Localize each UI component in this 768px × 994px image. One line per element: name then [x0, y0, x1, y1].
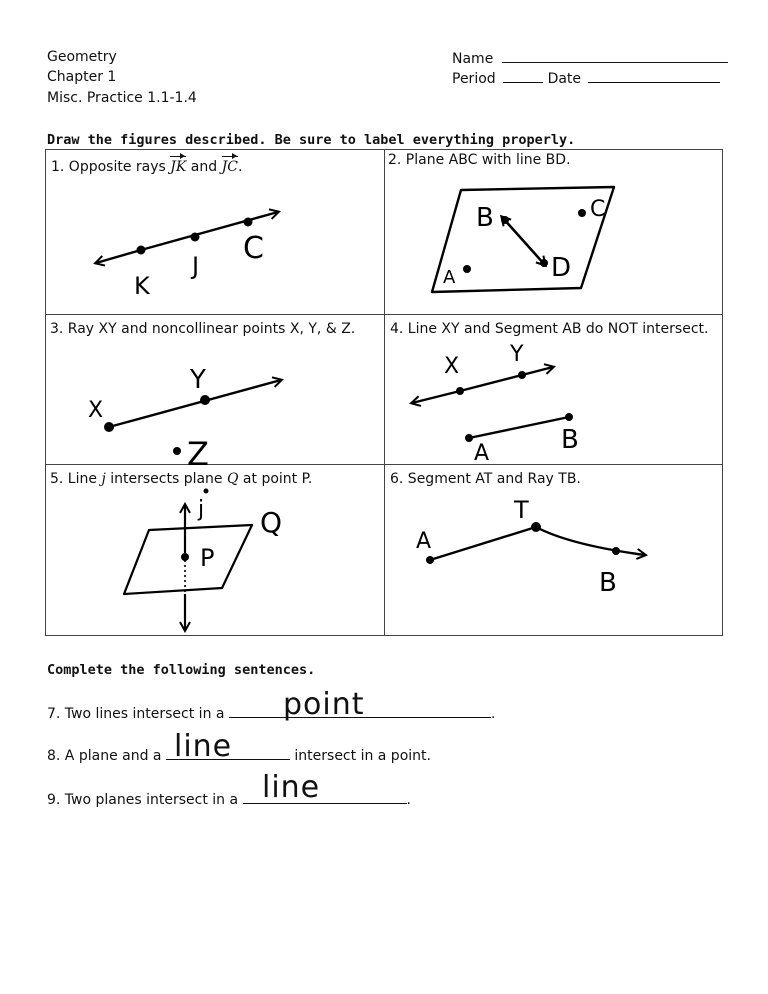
label-y: Y	[190, 365, 206, 395]
label-j: J	[192, 252, 200, 280]
point-y4	[518, 371, 526, 379]
problem-4-prompt: 4. Line XY and Segment AB do NOT intersect.	[390, 321, 709, 337]
label-b: B	[476, 203, 494, 233]
label-j5: j	[198, 497, 205, 522]
point-d	[540, 259, 548, 267]
point-p	[181, 553, 189, 561]
point-a	[463, 265, 471, 273]
sentence-8-answer: line	[174, 729, 233, 764]
assignment-title: Misc. Practice 1.1-1.4	[47, 90, 197, 106]
label-t: T	[514, 496, 529, 524]
label-p: P	[200, 544, 215, 572]
point-x4	[456, 387, 464, 395]
label-x: X	[88, 398, 104, 423]
point-a4	[465, 434, 473, 442]
point-j	[191, 233, 200, 242]
point-x	[104, 422, 114, 432]
ray-tb-drawing	[536, 527, 645, 555]
line-j-symbol: j	[101, 471, 106, 487]
sentences-heading: Complete the following sentences.	[47, 662, 316, 678]
label-a6: A	[416, 529, 432, 554]
problem-6-prompt: 6. Segment AT and Ray TB.	[390, 471, 581, 487]
label-b6: B	[599, 568, 617, 598]
problem-5-prompt: 5. Line j intersects plane Q at point P.	[50, 471, 313, 487]
problem-3-prompt: 3. Ray XY and noncollinear points X, Y, & Z.	[50, 321, 356, 337]
ray-jc-notation: JC	[221, 159, 238, 175]
label-k: K	[134, 272, 150, 300]
segment-at-drawing	[430, 527, 536, 560]
point-k	[137, 246, 146, 255]
name-label: Name	[452, 51, 494, 67]
point-c	[244, 218, 253, 227]
label-d: D	[551, 253, 572, 283]
line-xy-drawing	[412, 391, 460, 403]
ray-jk-notation: JK	[170, 159, 187, 175]
label-b4: B	[561, 425, 579, 455]
chapter-title: Chapter 1	[47, 69, 117, 85]
point-a6	[426, 556, 434, 564]
label-x4: X	[444, 354, 460, 379]
course-title: Geometry	[47, 49, 117, 65]
point-b4	[565, 413, 573, 421]
period-label: Period	[452, 71, 496, 87]
point-z	[173, 447, 181, 455]
label-a: A	[443, 267, 456, 288]
label-a4: A	[474, 441, 490, 466]
problem-1-prompt: 1. Opposite rays JK and JC.	[51, 159, 243, 175]
sentence-8: 8. A plane and a intersect in a point.	[47, 745, 431, 765]
ray-jk-drawing	[96, 250, 141, 263]
point-b	[501, 216, 509, 224]
sentence-7: 7. Two lines intersect in a .	[47, 703, 495, 723]
point-c-plane	[578, 209, 586, 217]
date-label: Date	[547, 71, 582, 87]
segment-ab-drawing	[469, 417, 569, 438]
label-z: Z	[187, 435, 209, 473]
sentence-9: 9. Two planes intersect in a .	[47, 789, 411, 809]
instructions: Draw the figures described. Be sure to label everything properly.	[47, 132, 576, 148]
point-b6	[612, 547, 620, 555]
sentence-7-answer: point	[283, 687, 365, 722]
label-y4: Y	[510, 342, 524, 367]
point-y	[200, 395, 210, 405]
label-q: Q	[260, 506, 283, 539]
point-t	[531, 522, 541, 532]
label-c2: C	[590, 197, 606, 222]
sentence-9-answer: line	[262, 770, 321, 805]
label-c: C	[243, 231, 264, 266]
problem-2-prompt: 2. Plane ABC with line BD.	[388, 152, 571, 168]
plane-q-symbol: Q	[226, 471, 239, 487]
